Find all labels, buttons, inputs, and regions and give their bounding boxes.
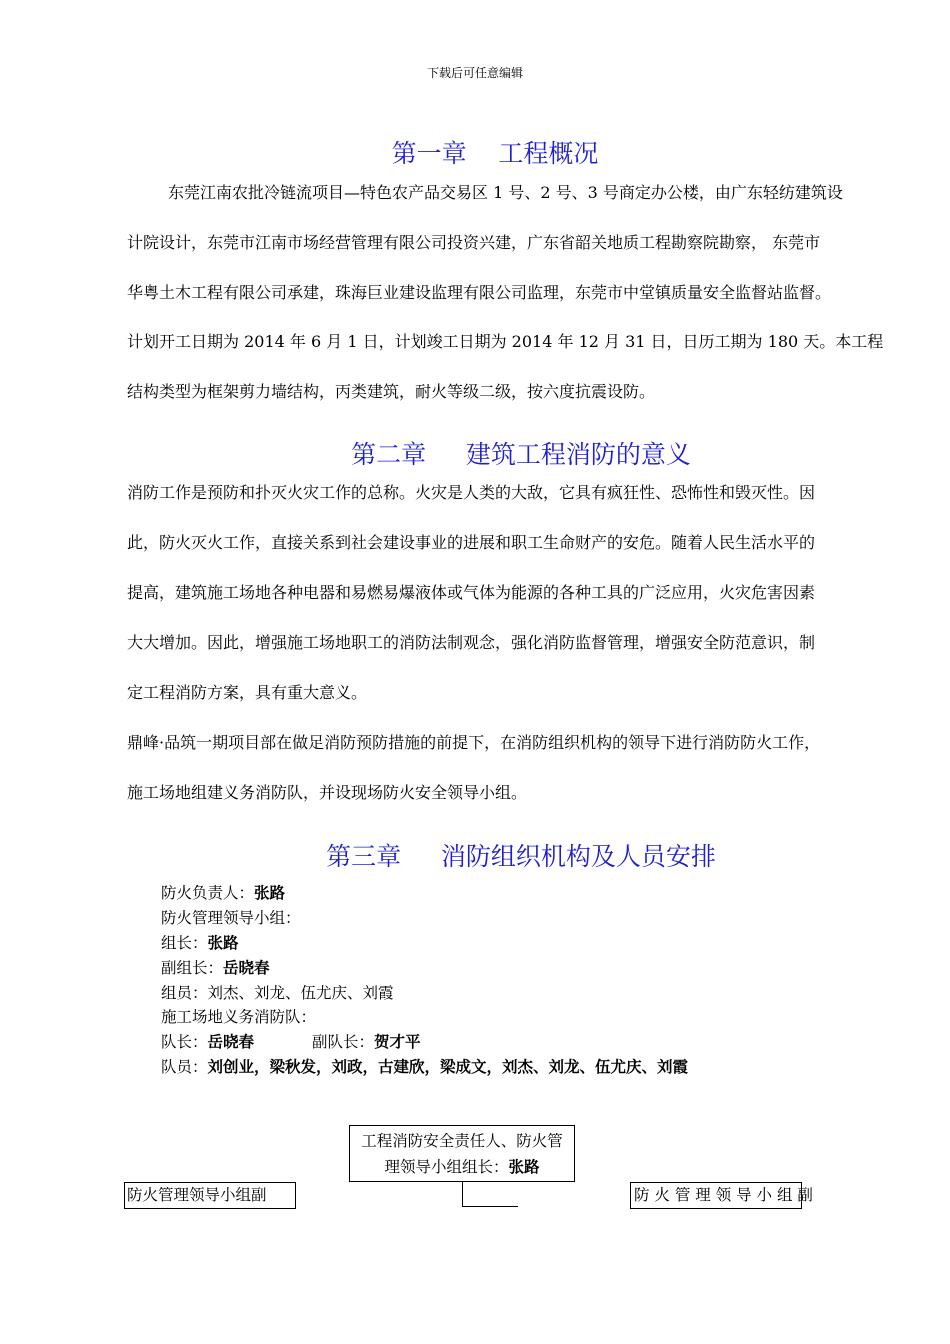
chapter3-title: 第三章 消防组织机构及人员安排 [326,842,716,871]
captain-name: 岳晓春 [207,1033,255,1051]
chapter2-line-5: 定工程消防方案，具有重大意义。 [127,683,368,702]
fire-chief-line [161,881,285,903]
chapter2-line-6: 鼎峰·品筑一期项目部在做足消防预防措施的前提下，在消防组织机构的领导下进行消防防火工作， [127,733,821,752]
team-members-label: 队员： [161,1058,208,1076]
leader-label: 组长： [161,934,208,952]
chapter1-line-2: 计院设计，东莞市江南市场经营管理有限公司投资兴建，广东省韶关地质工程勘察院勘察， 东莞市 [127,233,821,252]
vice-captain-label: 副队长： [312,1033,375,1051]
leader-line [161,931,239,953]
fire-chief-label: 防火负责人： [161,884,255,902]
deputy-name: 岳晓春 [223,959,270,977]
org-chart-top-box-role: 理领导小组组长： [384,1158,509,1176]
org-chart-top-box-name: 张路 [508,1158,540,1176]
chapter2-line-4: 大大增加。因此，增强施工场地职工的消防法制观念，强化消防监督管理，增强安全防范意识，制 [127,633,816,652]
org-chart-connector-horizontal [462,1206,518,1207]
chapter1-line-1: 东莞江南农批冷链流项目—特色农产品交易区 1 号、2 号、3 号商定办公楼，由广东轻纺建筑设 [168,183,843,202]
org-chart-top-box [349,1125,575,1182]
header-note: 下载后可任意编辑 [426,66,523,80]
chapter2-line-1: 消防工作是预防和扑灭火灾工作的总称。火灾是人类的大敌，它具有疯狂性、恐怖性和毁灭性。因 [127,483,816,502]
deputy-line [161,956,270,978]
org-chart-right-box: 防 火 管 理 领 导 小 组 副 [630,1182,802,1209]
org-chart-top-box-line1: 工程消防安全责任人、防火管 [361,1132,563,1150]
group-heading: 防火管理领导小组： [161,909,301,927]
chapter1-line-4: 计划开工日期为 2014 年 6 月 1 日，计划竣工日期为 2014 年 12 月 31 日，日历工期为 180 天。本工程 [127,332,884,351]
team-heading: 施工场地义务消防队： [161,1008,317,1026]
leader-name: 张路 [207,934,239,952]
captain-line [161,1030,254,1052]
chapter1-line-3: 华粤土木工程有限公司承建，珠海巨业建设监理有限公司监理，东莞市中堂镇质量安全监督站监督。 [127,283,832,302]
chapter2-title: 第二章 建筑工程消防的意义 [351,440,691,469]
chapter1-title: 第一章 工程概况 [391,139,599,168]
members-line: 组员：刘杰、刘龙、伍尤庆、刘霞 [161,984,394,1002]
chapter2-line-3: 提高，建筑施工场地各种电器和易燃易爆液体或气体为能源的各种工具的广泛应用，火灾危害因素 [127,583,816,602]
org-chart-left-box: 防火管理领导小组副 [124,1182,296,1209]
team-members-names: 刘创业，梁秋发，刘政，古建欣，梁成文，刘杰、刘龙、伍尤庆、刘霞 [207,1058,689,1076]
team-members-line [161,1055,688,1077]
org-chart-connector-vertical [462,1181,463,1207]
deputy-label: 副组长： [161,959,224,977]
org-chart-top-box-line2 [350,1154,574,1180]
vice-captain-line [312,1030,421,1052]
chapter2-line-7: 施工场地组建义务消防队，并设现场防火安全领导小组。 [127,783,528,802]
fire-chief-name: 张路 [254,884,286,902]
captain-label: 队长： [161,1033,208,1051]
vice-captain-name: 贺才平 [374,1033,421,1051]
chapter1-line-5: 结构类型为框架剪力墙结构，丙类建筑，耐火等级二级，按六度抗震设防。 [127,382,656,401]
chapter2-line-2: 此，防火灭火工作，直接关系到社会建设事业的进展和职工生命财产的安危。随着人民生活水平的 [127,533,816,552]
